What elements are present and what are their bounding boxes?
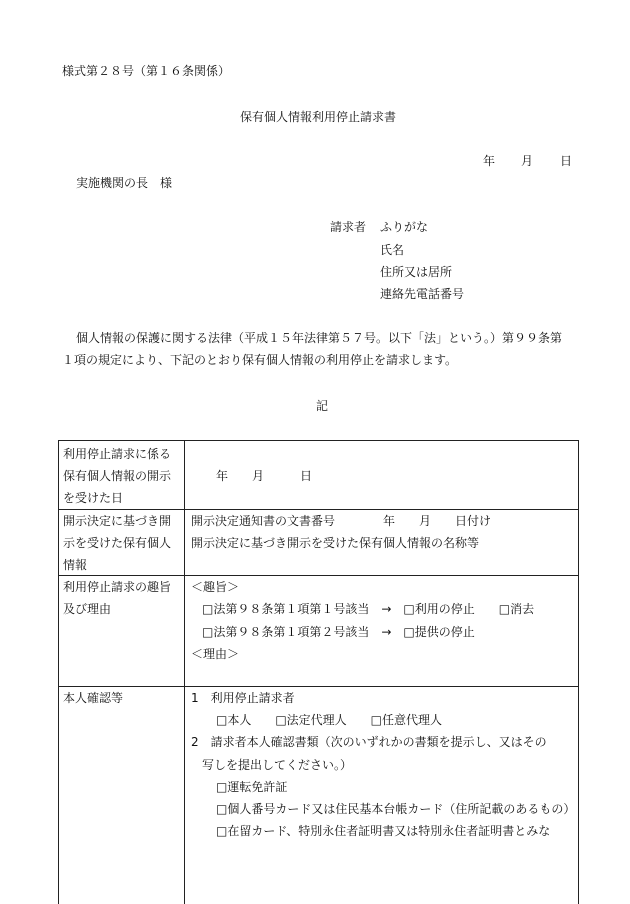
row-divider [59, 686, 578, 687]
body-paragraph-line1: 個人情報の保護に関する法律（平成１５年法律第５７号。以下「法」という。）第９９条第 [76, 331, 563, 345]
row1-label-line3: を受けた日 [63, 491, 124, 505]
row3-label-line2: 及び理由 [63, 602, 112, 616]
row4-value-line3: 2 請求者本人確認書類（次のいずれかの書類を提示し、又はその [191, 735, 547, 749]
row4-value-line4: 写しを提出してください。） [202, 758, 353, 772]
row3-reason-heading: ＜理由＞ [191, 647, 240, 661]
requester-field-phone: 連絡先電話番号 [380, 287, 465, 301]
date-year: 年 [483, 154, 496, 168]
row4-value-line7: □在留カード、特別永住者証明書又は特別永住者証明書とみな [216, 824, 551, 838]
row2-value-line2: 開示決定に基づき開示を受けた保有個人情報の名称等 [191, 536, 480, 550]
row4-value-line1: 1 利用停止請求者 [191, 691, 295, 705]
form-number: 様式第２８号（第１６条関係） [62, 64, 231, 78]
row3-option-item1: □法第９８条第１項第１号該当 → □利用の停止 □消去 [202, 602, 535, 616]
body-paragraph-line2: １項の規定により、下記のとおり保有個人情報の利用停止を請求します。 [62, 353, 458, 367]
row1-label-line2: 保有個人情報の開示 [63, 469, 172, 483]
row1-date-value: 年 月 日 [216, 469, 313, 483]
requester-field-furigana: ふりがな [380, 220, 429, 234]
table-column-divider [184, 441, 185, 904]
row4-value-line2: □本人 □法定代理人 □任意代理人 [216, 713, 443, 727]
row3-option-item2: □法第９８条第１項第２号該当 → □提供の停止 [202, 625, 475, 639]
row2-label-line2: 示を受けた保有個人 [63, 536, 172, 550]
request-table [58, 440, 579, 904]
requester-label: 請求者 [330, 220, 367, 234]
row4-label: 本人確認等 [63, 691, 124, 705]
row3-purpose-heading: ＜趣旨＞ [191, 580, 240, 594]
ki-heading: 記 [316, 399, 329, 413]
row2-label-line3: 情報 [63, 558, 88, 572]
row1-label-line1: 利用停止請求に係る [63, 447, 172, 461]
requester-field-name: 氏名 [380, 243, 405, 257]
date-month: 月 [521, 154, 534, 168]
addressee: 実施機関の長 様 [76, 176, 173, 190]
date-day: 日 [560, 154, 573, 168]
row4-value-line5: □運転免許証 [216, 780, 288, 794]
row2-label-line1: 開示決定に基づき開 [63, 514, 172, 528]
page-title: 保有個人情報利用停止請求書 [240, 110, 397, 124]
row2-value-line1: 開示決定通知書の文書番号 年 月 日付け [191, 514, 492, 528]
row3-label-line1: 利用停止請求の趣旨 [63, 580, 172, 594]
row4-value-line6: □個人番号カード又は住民基本台帳カード（住所記載のあるもの） [216, 802, 576, 816]
requester-field-address: 住所又は居所 [380, 265, 453, 279]
